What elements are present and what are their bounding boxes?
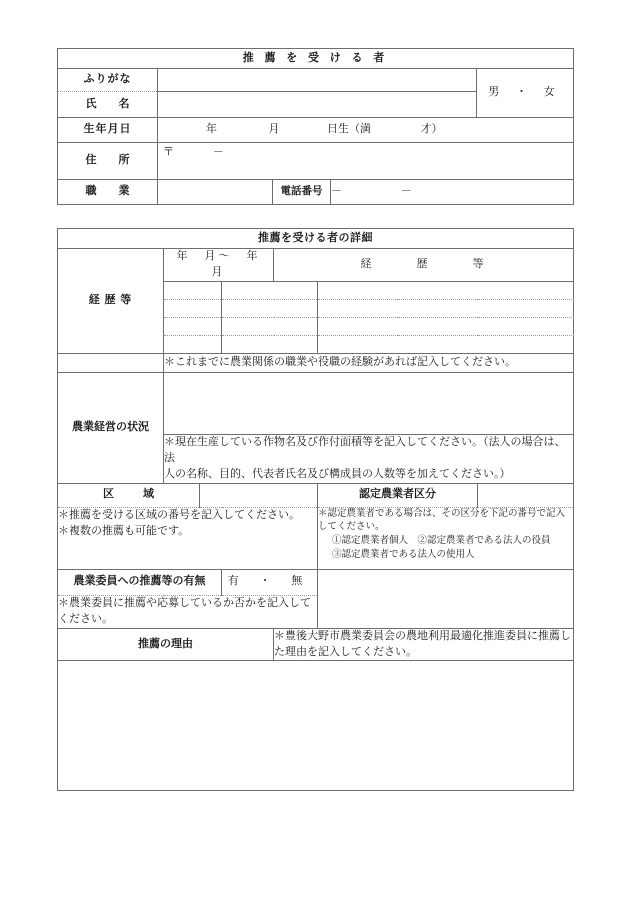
recommendation-status-note: ＊農業委員に推薦や応募しているか否かを記入してください。 <box>58 595 318 628</box>
occupation-label: 職 業 <box>58 180 158 205</box>
occupation-row <box>58 180 574 205</box>
career-period-from[interactable] <box>164 317 222 335</box>
name-label: 氏 名 <box>58 92 158 118</box>
reason-note: ＊豊後大野市農業委員会の農地利用最適化推進委員に推薦した理由を記入してください。 <box>274 628 574 661</box>
occupation-input[interactable] <box>158 180 273 205</box>
table1-banner-row <box>58 49 574 69</box>
phone-dash-1: － <box>331 185 342 198</box>
district-label: 区 域 <box>58 483 200 507</box>
career-detail-cell[interactable] <box>318 317 574 335</box>
recommendee-banner: 推 薦 を 受 け る 者 <box>58 49 574 69</box>
recommendee-table <box>57 48 574 205</box>
recommendee-details-table <box>57 228 574 791</box>
birth-day-unit: 日生（満 <box>327 123 371 136</box>
birth-year-unit: 年 <box>206 123 217 136</box>
address-row <box>58 143 574 180</box>
furigana-label: ふりがな <box>58 69 158 92</box>
reason-body-row <box>58 661 574 791</box>
district-note: ＊推薦を受ける区域の番号を記入してください。 ＊複数の推薦も可能です。 <box>58 507 318 569</box>
birthdate-row <box>58 118 574 143</box>
career-note-spacer <box>58 353 164 372</box>
birth-month-unit: 月 <box>268 123 280 136</box>
recommendation-status-value[interactable]: 有 ・ 無 <box>222 569 318 595</box>
phone-label: 電話番号 <box>273 180 331 205</box>
certified-farmer-label: 認定農業者区分 <box>318 483 478 507</box>
address-input[interactable] <box>158 143 574 180</box>
recommendation-status-row <box>58 569 574 595</box>
farm-status-input[interactable] <box>164 372 574 434</box>
farm-status-note: ＊現在生産している作物名及び作付面積等を記入してください。（法人の場合は、法 人の名称、目的、代表者氏名及び構成員の人数等を加えてください。） <box>164 434 574 483</box>
details-banner: 推薦を受ける者の詳細 <box>58 229 574 249</box>
name-input[interactable] <box>158 92 477 118</box>
career-note: ＊これまでに農業関係の職業や役職の経験があれば記入してください。 <box>164 353 574 372</box>
furigana-input[interactable] <box>158 69 477 92</box>
recommendation-status-spacer <box>318 569 574 628</box>
reason-label: 推薦の理由 <box>58 628 274 661</box>
district-note-row <box>58 507 574 569</box>
phone-dash-2: － <box>400 185 412 198</box>
reason-header-row <box>58 628 574 661</box>
address-label: 住 所 <box>58 143 158 180</box>
birthdate-input[interactable] <box>158 118 574 143</box>
postal-dash: － <box>212 146 224 158</box>
career-period-from[interactable] <box>164 281 222 299</box>
career-note-row <box>58 353 574 372</box>
career-header-row <box>58 249 574 282</box>
career-period-to[interactable] <box>222 281 318 299</box>
farm-status-row <box>58 372 574 434</box>
career-period-to[interactable] <box>222 335 318 353</box>
certified-farmer-input[interactable] <box>478 483 574 507</box>
career-detail-header: 経 歴 等 <box>274 249 574 282</box>
career-period-to[interactable] <box>222 317 318 335</box>
district-input[interactable] <box>200 483 318 507</box>
farm-status-label: 農業経営の状況 <box>58 372 164 483</box>
recommendation-status-label: 農業委員への推薦等の有無 <box>58 569 222 595</box>
career-detail-cell[interactable] <box>318 299 574 317</box>
career-detail-cell[interactable] <box>318 335 574 353</box>
career-label: 経 歴 等 <box>58 249 164 354</box>
phone-input[interactable] <box>331 180 574 205</box>
reason-input[interactable] <box>58 661 574 791</box>
certified-option-1: ①認定農業者個人 ②認定農業者である法人の役員 <box>332 536 551 547</box>
career-detail-cell[interactable] <box>318 281 574 299</box>
career-period-to[interactable] <box>222 299 318 317</box>
district-header-row <box>58 483 574 507</box>
birth-age-unit: 才） <box>420 123 443 136</box>
table2-banner-row <box>58 229 574 249</box>
furigana-row <box>58 69 574 92</box>
certified-option-2: ③認定農業者である法人の使用人 <box>332 549 475 560</box>
career-period-from[interactable] <box>164 335 222 353</box>
certified-farmer-note: ＊認定農業者である場合は、その区分を下記の番号で記入 してください。 ①認定農業者個人 ②認定農業者である法人の役員 ③認定農業者である法人の使用人 <box>318 507 574 569</box>
gender-select[interactable]: 男 ・ 女 <box>477 69 574 118</box>
postal-mark-icon: 〒 <box>163 146 174 158</box>
birthdate-label: 生年月日 <box>58 118 158 143</box>
career-period-header: 年 月～ 年 月 <box>164 249 274 282</box>
career-period-from[interactable] <box>164 299 222 317</box>
